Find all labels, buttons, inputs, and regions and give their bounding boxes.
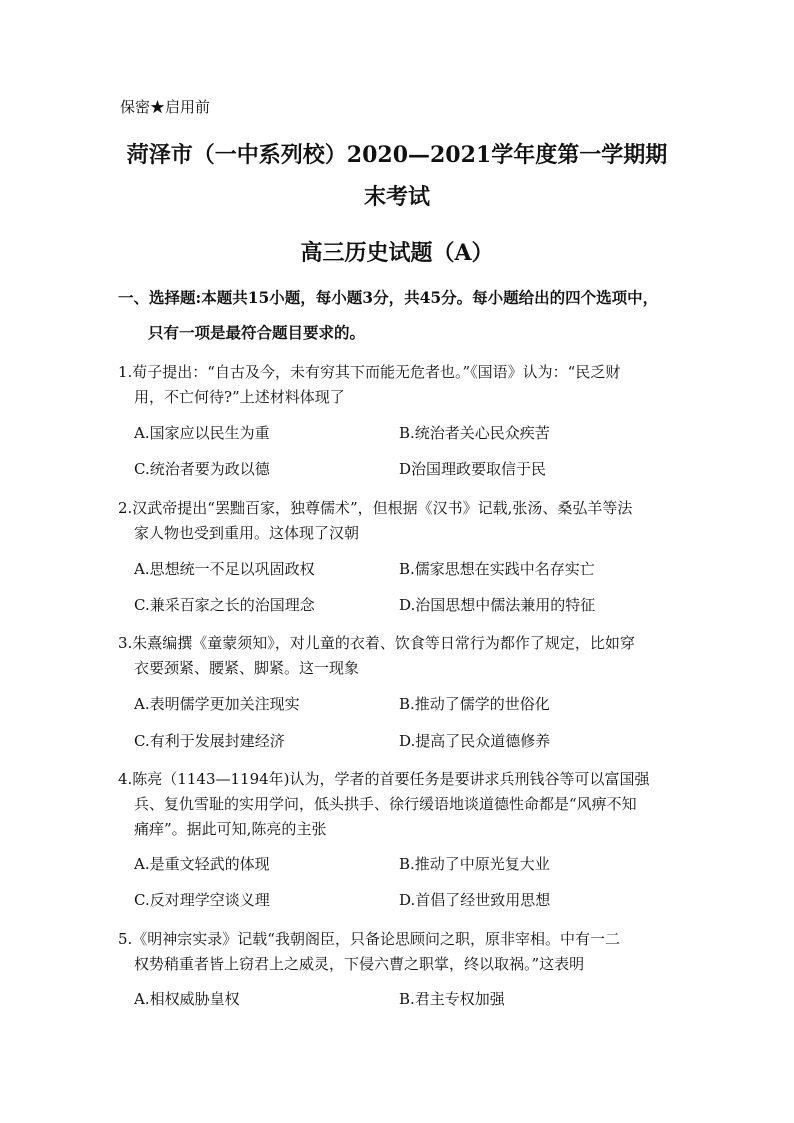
- question-2-line-2: 家人物也受到重用。这体现了汉朝: [134, 524, 360, 542]
- question-4-line-2: 兵、复仇雪耻的实用学问，低头拱手、徐行缓语地谈道德性命都是“风痹不知: [134, 795, 637, 813]
- question-3-option-b: B.推动了儒学的世俗化: [399, 695, 550, 713]
- question-1-option-c: C.统治者要为政以德: [134, 460, 270, 478]
- question-4-option-b: B.推动了中原光复大业: [399, 855, 550, 873]
- question-1-option-d: D治国理政要取信于民: [399, 460, 547, 478]
- question-4-option-a: A.是重文轻武的体现: [134, 855, 270, 873]
- exam-title-line2: 末考试: [363, 184, 430, 210]
- question-3-option-c: C.有利于发展封建经济: [134, 732, 285, 750]
- question-3-option-a: A.表明儒学更加关注现实: [134, 695, 300, 713]
- question-5-line-2: 权势稍重者皆上窃君上之威灵，下侵六曹之职掌，终以取祸。”这表明: [134, 955, 585, 973]
- question-5-option-b: B.君主专权加强: [399, 990, 505, 1008]
- question-3-option-d: D.提高了民众道德修养: [399, 732, 551, 750]
- question-1-option-a: A.国家应以民生为重: [134, 424, 270, 442]
- question-2-line-1: 2.汉武帝提出“罢黜百家，独尊儒术”，但根据《汉书》记载,张汤、桑弘羊等法: [118, 499, 633, 517]
- question-4-option-d: D.首倡了经世致用思想: [399, 891, 551, 909]
- question-4-line-3: 痛痒”。据此可知,陈亮的主张: [134, 820, 327, 838]
- question-2-option-b: B.儒家思想在实践中名存实亡: [399, 560, 595, 578]
- question-1-option-b: B.统治者关心民众疾苦: [399, 424, 550, 442]
- question-4-option-c: C.反对理学空谈义理: [134, 891, 270, 909]
- exam-title-line1: 菏泽市（一中系列校）2020—2021学年度第一学期期: [126, 142, 668, 168]
- question-2-option-c: C.兼采百家之长的治国理念: [134, 596, 315, 614]
- question-1-line-2: 用，不亡何待?”上述材料体现了: [134, 388, 345, 406]
- question-3-line-2: 衣要颈紧、腰紧、脚紧。这一现象: [134, 659, 360, 677]
- question-2-option-a: A.思想统一不足以巩固政权: [134, 560, 315, 578]
- exam-subtitle: 高三历史试题（A）: [300, 240, 494, 266]
- section-heading-line1: 一、选择题:本题共15小题，每小题3分，共45分。每小题给出的四个选项中，: [118, 288, 659, 307]
- question-2-option-d: D.治国思想中儒法兼用的特征: [399, 596, 596, 614]
- question-5-option-a: A.相权威胁皇权: [134, 990, 240, 1008]
- section-heading-line2: 只有一项是最符合题目要求的。: [148, 323, 366, 342]
- question-5-line-1: 5.《明神宗实录》记载“我朝阁臣，只备论思顾问之职，原非宰相。中有一二: [118, 930, 620, 948]
- question-4-line-1: 4.陈亮（1143—1194年)认为，学者的首要任务是要讲求兵刑钱谷等可以富国强: [118, 770, 650, 788]
- question-1-line-1: 1.荀子提出：“自古及今，未有穷其下而能无危者也。”《国语》认为：“民乏财: [118, 363, 621, 381]
- question-3-line-1: 3.朱熹编撰《童蒙须知》，对儿童的衣着、饮食等日常行为都作了规定，比如穿: [118, 634, 635, 652]
- confidential-label: 保密★启用前: [120, 98, 211, 116]
